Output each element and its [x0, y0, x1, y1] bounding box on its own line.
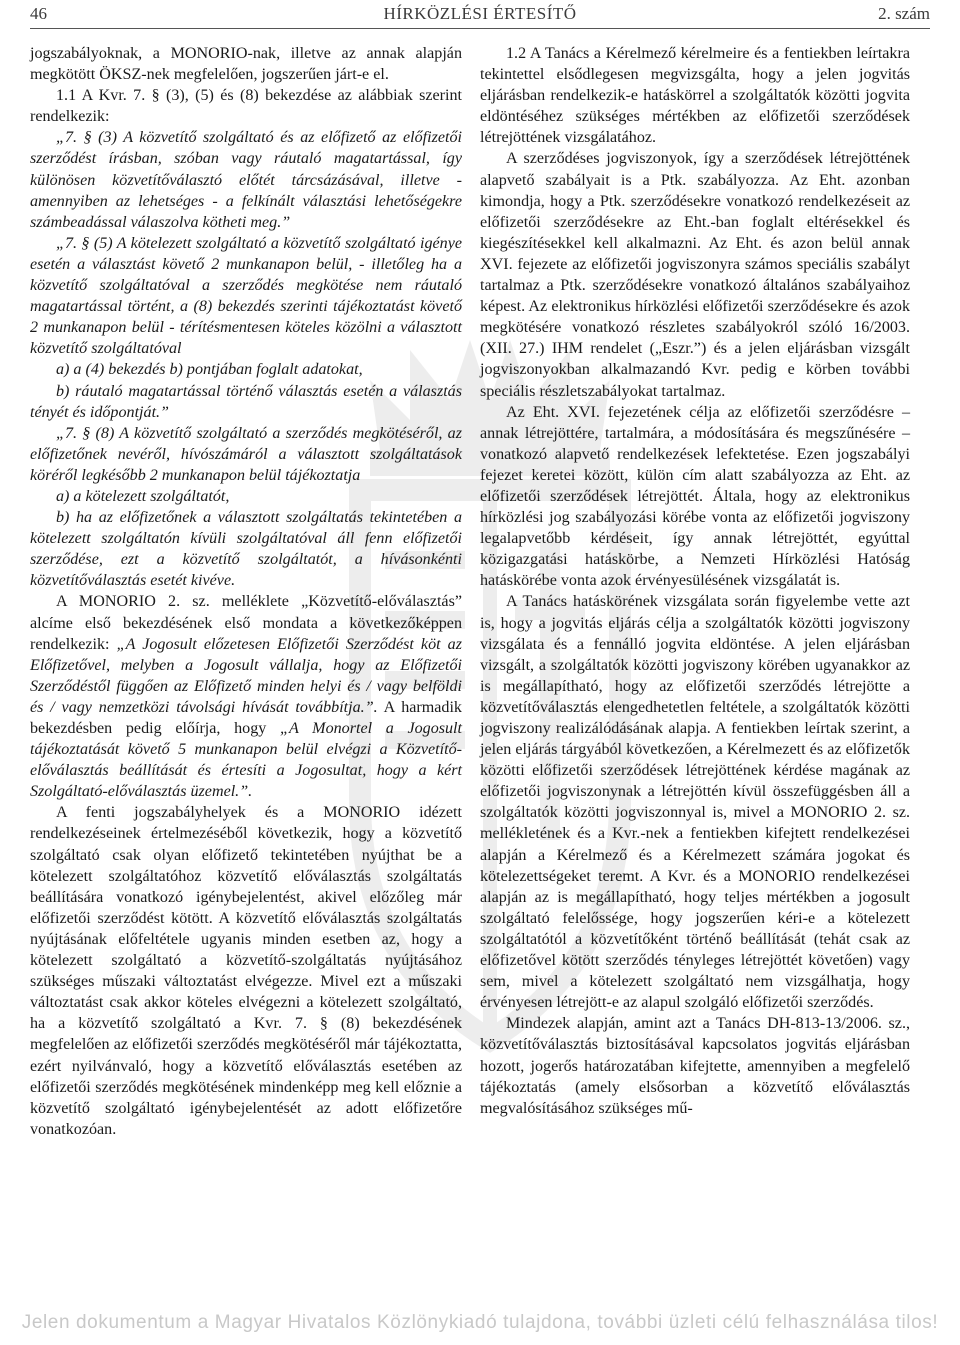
- quoted-paragraph: a) a (4) bekezdés b) pontjában foglalt adatokat,: [56, 361, 363, 379]
- quoted-paragraph: b) ha az előfizetőnek a választott szolgáltatás tekintetében a kötelezett szolgáltatón kívüli szolgáltatóval áll fenn előfizetői szerződése, ezt a közvetítő szolgáltatót, a hívásonkénti közvetítőválasztás esetét kivéve.: [30, 509, 462, 590]
- page-number: 46: [30, 4, 47, 23]
- quoted-paragraph: b) ráutaló magatartással történő választás esetén a választás tényét és időpontját.”: [30, 382, 462, 421]
- quoted-paragraph: „7. § (8) A közvetítő szolgáltató a szerződés megkötéséről, az előfizetőnek nevéről, hívószámáról a választott szolgáltatások köréről legkésőbb 2 munkanapon belül tájékoztatja: [30, 424, 462, 484]
- paragraph: A szerződéses jogviszonyok, így a szerződések létrejöttének alapvető szabályait is a Ptk. szabályozza. Az Eht. azonban kimondja, hogy a Ptk. szerződésekre vonatkozó rendelkezéseit az előfizetői szerződésekre az Eht.-ban foglalt eltérésekkel és kiegészítésekkel kell alkalmazni. Az Eht. és azon belül annak XVI. fejezete az előfizetői jogviszonyra számos speciális szabályt tartalmaz a Ptk. szerződésekre vonatkozó általános szabályaihoz képest. Az elektronikus hírközlési előfizetői szerződésekre és azok megkötésére vonatkozó részletes szabályokról szóló 16/2003. (XII. 27.) IHM rendelet („Eszr.”) és a jelen eljárásban vizsgált jogviszonyokban alkalmazandó Kvr. pedig e körben további speciális részletszabályokat tartalmaz.: [480, 150, 910, 400]
- paragraph: jogszabályoknak, a MONORIO-nak, illetve az annak alapján megkötött ÖKSZ-nek megfelelően, jogszerűen járt-e el.: [30, 45, 462, 84]
- paragraph: 1.2 A Tanács a Kérelmező kérelmeire és a fentiekben leírtakra tekintettel elsődlegesen megvizsgálta, hogy a jelen jogvitás eljárásban rendelkezik-e hatáskörrel a szolgáltatók közötti jogvita eldöntéséhez szükséges mértékben az előfizetői szerződések létrejöttének vizsgálatához.: [480, 45, 910, 147]
- quote-run: „A Jogosult előzetesen Előfizetői Szerződést köt az Előfizetővel, melyben a Jogosult vállalja, hogy az Előfizetői Szerződéstől függően az Előfizető minden helyi és / vagy belföldi és / vagy nemzetközi távolsági hívását továbbítja.”.: [30, 635, 462, 716]
- text-run: A MONORIO 2. sz. melléklete „Közvetítő-előválasztás” alcíme első bekezdésének első mondata a következőképpen rendelkezik:: [30, 593, 462, 653]
- ownership-notice: Jelen dokumentum a Magyar Hivatalos Közlönykiadó tulajdona, további üzleti célú felhasználása tilos!: [21, 1312, 939, 1333]
- paragraph: 1.1 A Kvr. 7. § (3), (5) és (8) bekezdése az alábbiak szerint rendelkezik:: [30, 87, 462, 126]
- paragraph: [30, 591, 462, 802]
- text-run: A harmadik bekezdésben pedig előírja, hogy: [30, 698, 462, 737]
- publication-title: HÍRKÖZLÉSI ÉRTESÍTŐ: [383, 4, 577, 23]
- quote-run: „A Monortel a Jogosult tájékoztatását követő 5 munkanapon belül elvégzi a Közvetítő-előválasztás beállítását és értesíti a Jogosultat, hogy a kért Szolgáltató-előválasztás üzemel.”.: [30, 720, 462, 801]
- right-column: [480, 43, 910, 1119]
- quoted-paragraph: „7. § (5) A kötelezett szolgáltató a közvetítő szolgáltató igénye esetén a választást követő 2 munkanapon belül, - illetőleg ha a közvetítő szolgáltatóval a szerződés megkötése nem ráutaló magatartással történt, a (8) bekezdés szerinti tájékoztatást követő 2 munkanapon belül - térítésmentesen köteles közölni a választott közvetítő szolgáltatóval: [30, 234, 462, 358]
- paragraph: A fenti jogszabályhelyek és a MONORIO idézett rendelkezéseinek értelmezéséből következik, hogy a közvetítő szolgáltató csak olyan előfizető tekintetében nyújthat be a kötelezett szolgáltatóhoz közvetítő előválasztás szolgáltatás beállítására vonatkozó igénybejelentést, akivel előzőleg már előfizetői szerződést kötött. A közvetítő előválasztás szolgáltatás nyújtásának előfeltétele ugyanis minden esetben az, hogy a kötelezett szolgáltató a közvetítő-szolgáltatás nyújtásához szükséges műszaki változtatást elvégezze. Mivel ezt a műszaki változtatást csak akkor köteles elvégezni a kötelezett szolgáltató, ha a közvetítő szolgáltató a Kvr. 7. § (8) bekezdésének megfelelően az előfizetői szerződés megkötéséről már tájékoztatta, ezért nyilvánvaló, hogy a közvetítő előválasztás esetében az előfizetői szerződés megkötésének mindenképp meg kell előznie a közvetítő szolgáltató igénybejelentését az adott előfizetőre vonatkozóan.: [30, 804, 462, 1138]
- paragraph: Az Eht. XVI. fejezetének célja az előfizetői szerződésre – annak létrejöttére, tartalmára, a módosítására és megszűnésére – vonatkozó alapvető rendelkezések lefektetése. Ezen jogszabályi fejezet keretei között, külön cím alatt szabályozza az Eht. az előfizetői szerződések létrejöttét. Általa, hogy az elektronikus hírközlési jog szabályozási körébe vonta az előfizetői jogviszony legalapvetőbb kérdéseit, így annak létrejöttét, egyúttal közigazgatási hatáskörbe, a Nemzeti Hírközlési Hatóság hatáskörébe vonta azok érvényesülésének vizsgálatát is.: [480, 403, 910, 590]
- left-column: [30, 43, 462, 1140]
- header-rule: [30, 28, 930, 29]
- page-header: [30, 2, 930, 24]
- quoted-paragraph: a) a kötelezett szolgáltatót,: [56, 487, 230, 505]
- quoted-paragraph: „7. § (3) A közvetítő szolgáltató és az előfizető az előfizetői szerződést írásban, szóban vagy ráutaló magatartással, így különösen közvetítőválasztó előtét tárcsázásával, illetve - amennyiben az lehetséges - a felkínált választási lehetőségekre számbeadással válaszolva kötheti meg.”: [30, 129, 462, 231]
- paragraph: A Tanács hatáskörének vizsgálata során figyelembe vette azt is, hogy a jogvitás eljárás célja a szolgáltatók közötti jogviszony vizsgálata és a fennálló jogvita eldöntése. A jelen eljárásban vizsgált, a szolgáltatók közötti jogviszony körében ugyanakkor az is megállapítható, hogy az előfizetői szerződés létrejötte a közvetítőválasztás elengedhetetlen feltétele, a szolgáltatók közötti jogviszony realizálódásának alapja. A fentiekben leírtak szerint, a jelen eljárás tárgyából következően, a Kérelmezett és az előfizetők közötti előfizetői szerződések létrejöttének kérdése magának az előfizetői jogviszonynak a létrejöttén kívül összefüggésben áll a szolgáltatók közötti jogviszonnyal is, mivel a MONORIO 2. sz. mellékletének és a Kvr.-nek a fentiekben kifejtett rendelkezései alapján a Kérelmező és a Kérelmezett számára jogokat és kötelezettségeket teremt. A Kvr. és a MONORIO rendelkezései alapján az is megállapítható, hogy teljes mértékben a jogosult szolgáltató felelőssége, hogy jogszerűen kéri-e a kötelezett szolgáltatótól a közvetítőként történő beállítását (tehát csak az előfizetővel kötött szerződés tényleges létrejöttét követően) vagy sem, mivel a kötelezett szolgáltató nem vizsgálhatja, hogy érvényesen létrejött-e az alapul szolgáló előfizetői szerződés.: [480, 593, 910, 1012]
- issue-number: 2. szám: [878, 4, 930, 23]
- paragraph: Mindezek alapján, amint azt a Tanács DH-813-13/2006. sz., közvetítőválasztás biztosításával kapcsolatos jogvitás eljárásban hozott, jogerős határozatában kifejtette, amennyiben a megfelelő tájékoztatás (amely elsősorban a közvetítő előválasztás megvalósításához szükséges mű-: [480, 1015, 910, 1117]
